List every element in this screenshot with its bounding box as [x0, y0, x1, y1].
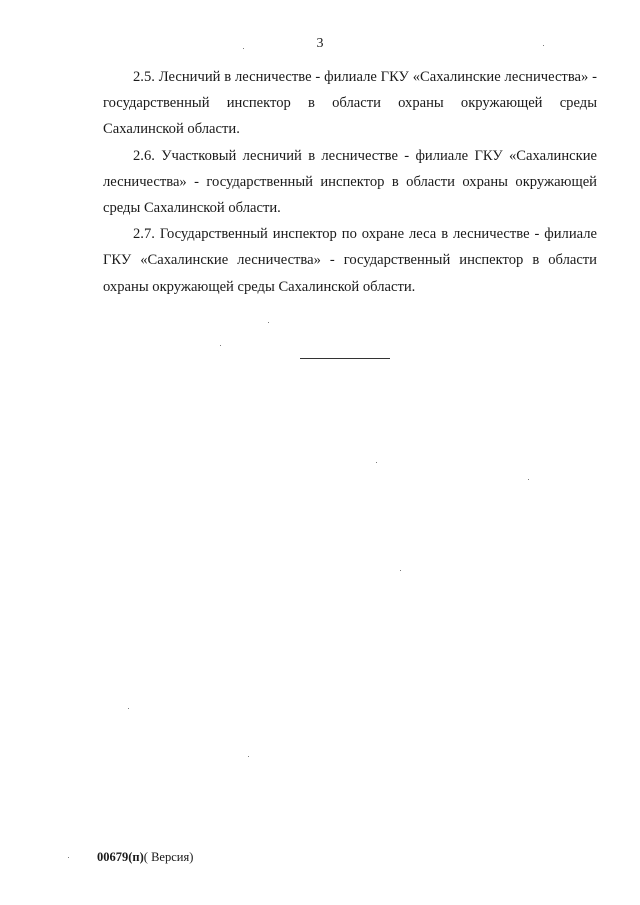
end-separator-line [300, 358, 390, 359]
document-body [103, 64, 597, 300]
paragraph-2-6: 2.6. Участковый лесничий в лесничестве - филиале ГКУ «Сахалинские лесничества» - государственный инспектор в области охраны окружающей среды Сахалинской области. [103, 147, 597, 217]
scan-speck [528, 479, 529, 480]
page-number: 3 [316, 36, 324, 51]
scan-speck [400, 570, 401, 571]
scan-speck [543, 45, 544, 46]
scan-speck [268, 322, 269, 323]
scan-speck [68, 857, 69, 858]
scan-speck [376, 462, 377, 463]
scan-speck [243, 48, 244, 49]
paragraph-2-5: 2.5. Лесничий в лесничестве - филиале ГКУ «Сахалинские лесничества» - государственный инспектор в области охраны окружающей среды Сахалинской области. [103, 69, 597, 138]
footer-document-code [97, 850, 193, 865]
scan-speck [248, 756, 249, 757]
scan-speck [220, 345, 221, 346]
footer-code-number: 00679(п) [97, 850, 144, 864]
footer-version-label: ( Версия) [143, 850, 194, 864]
scan-speck [128, 708, 129, 709]
paragraph-2-7: 2.7. Государственный инспектор по охране леса в лесничестве - филиале ГКУ «Сахалинские лесничества» - государственный инспектор в области охраны окружающей среды Сахалинской области. [103, 226, 597, 295]
